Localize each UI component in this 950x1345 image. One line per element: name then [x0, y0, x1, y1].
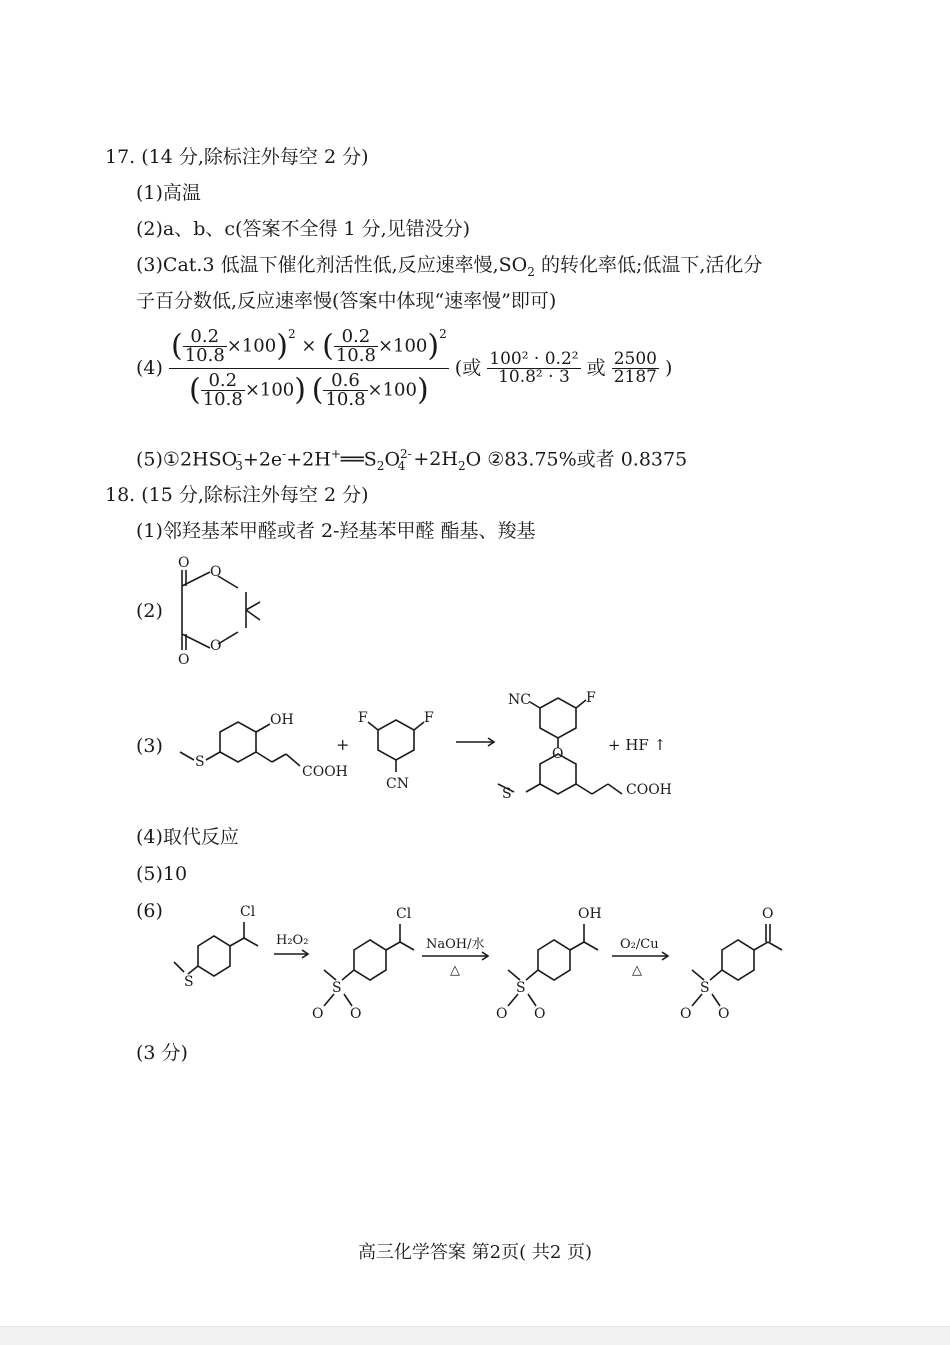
synthesis-route-6 [168, 900, 788, 1030]
svg-text:S: S [195, 754, 205, 770]
svg-text:F: F [586, 690, 596, 706]
bottom-margin [0, 1326, 950, 1345]
svg-text:OH: OH [578, 906, 602, 922]
alt-fraction-2: $\frac{2500}{2187}$ [613, 349, 657, 387]
q17-part4-label: (4) [136, 357, 163, 379]
svg-text:S: S [502, 786, 512, 802]
svg-text:O: O [718, 1006, 730, 1022]
svg-text:O: O [350, 1006, 362, 1022]
svg-text:COOH: COOH [302, 764, 348, 780]
svg-text:F: F [358, 710, 368, 726]
svg-text:O: O [534, 1006, 546, 1022]
q18-part1: (1)邻羟基苯甲醛或者 2-羟基苯甲醛 酯基、羧基 [136, 520, 536, 542]
q18-part4: (4)取代反应 [136, 826, 239, 848]
svg-text:O: O [210, 564, 222, 580]
svg-text:OH: OH [270, 712, 294, 728]
svg-text:S: S [700, 980, 710, 996]
svg-text:O: O [496, 1006, 508, 1022]
q18-part5: (5)10 [136, 863, 188, 885]
q18-part6-score: (3 分) [136, 1042, 188, 1064]
svg-text:CN: CN [386, 776, 409, 792]
q17-part3-line2: 子百分数低,反应速率慢(答案中体现“速率慢”即可) [136, 290, 557, 312]
q18-part3-label: (3) [136, 735, 163, 757]
svg-text:H₂O₂: H₂O₂ [276, 933, 309, 948]
svg-text:COOH: COOH [626, 782, 672, 798]
q18-header: 18. (15 分,除标注外每空 2 分) [105, 484, 369, 506]
svg-text:O: O [178, 652, 190, 668]
svg-text:O: O [312, 1006, 324, 1022]
svg-text:+: + [336, 735, 350, 754]
q18-part2-label: (2) [136, 600, 163, 622]
q17-part2: (2)a、b、c(答案不全得 1 分,见错没分) [136, 218, 471, 240]
equilibrium-fraction: ( $\frac{0.2}{10.8}$ ×100)$^2$ × ( $\frac{0.2}{10.8}$ ×100)$^2$ ( $\frac{0.2}{10.8}$ ×100) ( $\frac{0.6}{10.8}$ ×100) [170, 326, 447, 410]
svg-text:△: △ [632, 963, 642, 978]
meldrums-acid-structure [160, 552, 280, 670]
q18-part6-label: (6) [136, 900, 163, 922]
q17-header: 17. (14 分,除标注外每空 2 分) [105, 146, 369, 168]
svg-text:NaOH/水: NaOH/水 [426, 937, 485, 952]
svg-text:F: F [424, 710, 434, 726]
svg-text:O: O [680, 1006, 692, 1022]
svg-text:△: △ [450, 963, 460, 978]
atom-o: O [178, 555, 190, 571]
svg-text:Cl: Cl [396, 906, 412, 922]
svg-text:NC: NC [508, 692, 531, 708]
alt-fraction-1: $\frac{\text{100² · 0.2²}}{\text{10.8² · 3}}$ [489, 349, 579, 387]
svg-text:S: S [516, 980, 526, 996]
svg-text:O: O [762, 906, 774, 922]
svg-text:+ HF ↑: + HF ↑ [608, 736, 667, 754]
svg-text:S: S [332, 980, 342, 996]
q17-part3-line1: (3)Cat.3 低温下催化剂活性低,反应速率慢$,SO_2$ 的转化率低;低温下,活化分 [136, 254, 763, 279]
q17-part1: (1)高温 [136, 182, 201, 204]
q17-part4: (4) ( $\frac{0.2}{10.8}$ ×100)$^2$ × ( $\frac{0.2}{10.8}$ ×100)$^2$ ( $\frac{0.2}{10.8}$ ×100) ( $\frac{0.6}{10.8}$ ×100) (或 $\frac{\text{100² · 0.2²}}{\text{10.8² · 3}}$ 或 $\frac{2500}{2187}$ ) [136, 326, 673, 410]
page-footer: 高三化学答案 第2页( 共2 页) [357, 1242, 593, 1263]
svg-text:O₂/Cu: O₂/Cu [620, 937, 659, 952]
reaction-3-scheme [168, 690, 728, 810]
svg-text:O: O [210, 638, 222, 654]
svg-text:Cl: Cl [240, 904, 256, 920]
svg-text:S: S [184, 974, 194, 990]
svg-text:O: O [552, 746, 564, 762]
q17-part5: $(5)①2HSO^-_3+2e^-+2H^+══S_2O^{2-}_4 +2H_2O$ ②83.75%或者 0.8375 [136, 447, 688, 474]
